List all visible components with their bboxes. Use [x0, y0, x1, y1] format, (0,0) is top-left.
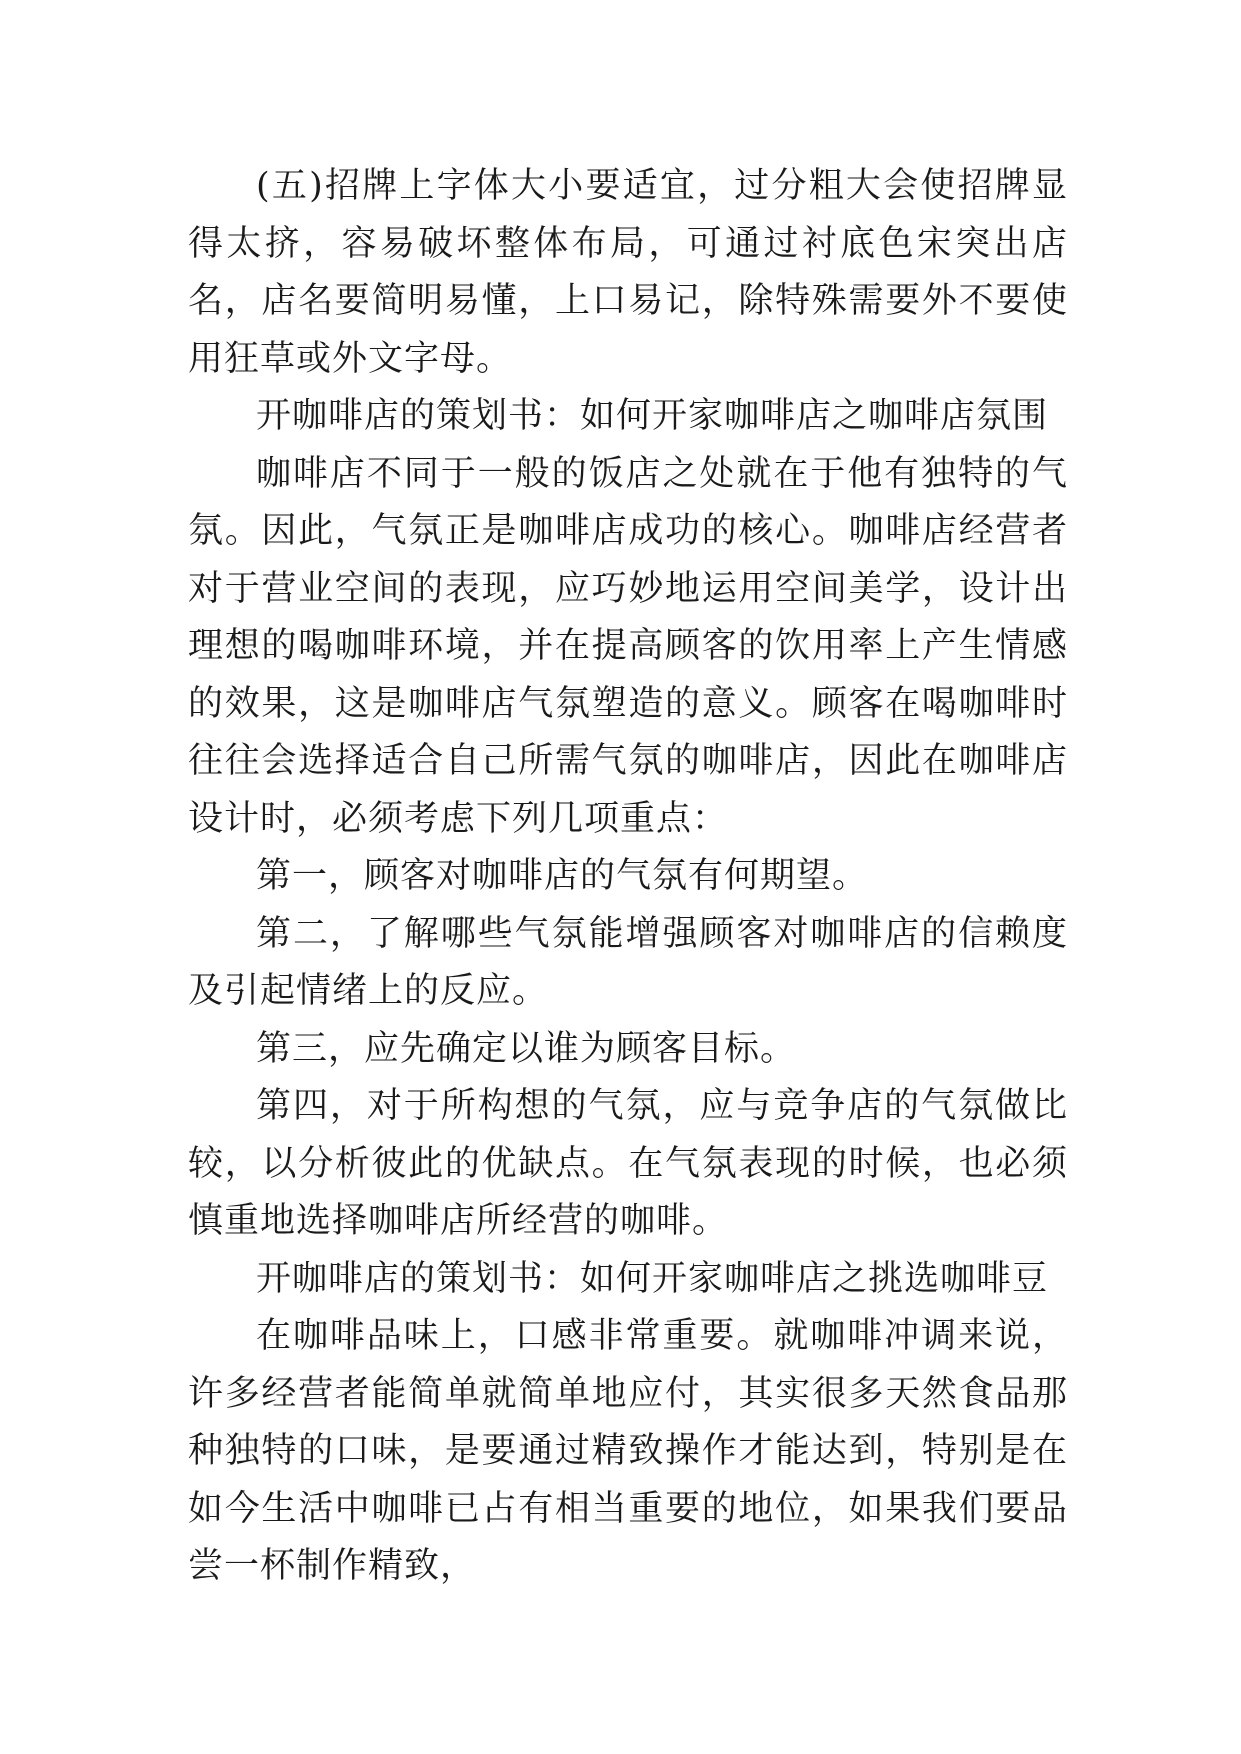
paragraph-point-four: 第四，对于所构想的气氛，应与竞争店的气氛做比较，以分析彼此的优缺点。在气氛表现的时候，也必须慎重地选择咖啡店所经营的咖啡。 [188, 1086, 1068, 1241]
paragraph-signboard-font: (五)招牌上字体大小要适宜，过分粗大会使招牌显得太挤，容易破坏整体布局，可通过衬底色宋突出店名，店名要简明易懂，上口易记，除特殊需要外不要使用狂草或外文字母。 [188, 166, 1068, 379]
paragraph-point-two: 第二，了解哪些气氛能增强顾客对咖啡店的信赖度及引起情绪上的反应。 [188, 913, 1068, 1011]
section-heading-atmosphere: 开咖啡店的策划书：如何开家咖啡店之咖啡店氛围 [256, 396, 1049, 436]
section-heading-beans: 开咖啡店的策划书：如何开家咖啡店之挑选咖啡豆 [256, 1258, 1049, 1299]
paragraph-point-one: 第一，顾客对咖啡店的气氛有何期望。 [256, 856, 869, 896]
paragraph-atmosphere-intro: 咖啡店不同于一般的饭店之处就在于他有独特的气氛。因此，气氛正是咖啡店成功的核心。咖啡店经营者对于营业空间的表现，应巧妙地运用空间美学，设计出理想的喝咖啡环境，并在提高顾客的饮用率上产生情感的效果，这是咖啡店气氛塑造的意义。顾客在喝咖啡时往往会选择适合自己所需气氛的咖啡店，因此在咖啡店设计时，必须考虑下列几项重点： [188, 453, 1068, 839]
paragraph-point-three: 第三，应先确定以谁为顾客目标。 [256, 1028, 797, 1069]
document-body [188, 158, 1068, 1596]
paragraph-beans-intro: 在咖啡品味上，口感非常重要。就咖啡冲调来说，许多经营者能简单就简单地应付，其实很多天然食品那种独特的口味，是要通过精致操作才能达到，特别是在如今生活中咖啡已占有相当重要的地位，如果我们要品尝一杯制作精致， [188, 1316, 1068, 1586]
